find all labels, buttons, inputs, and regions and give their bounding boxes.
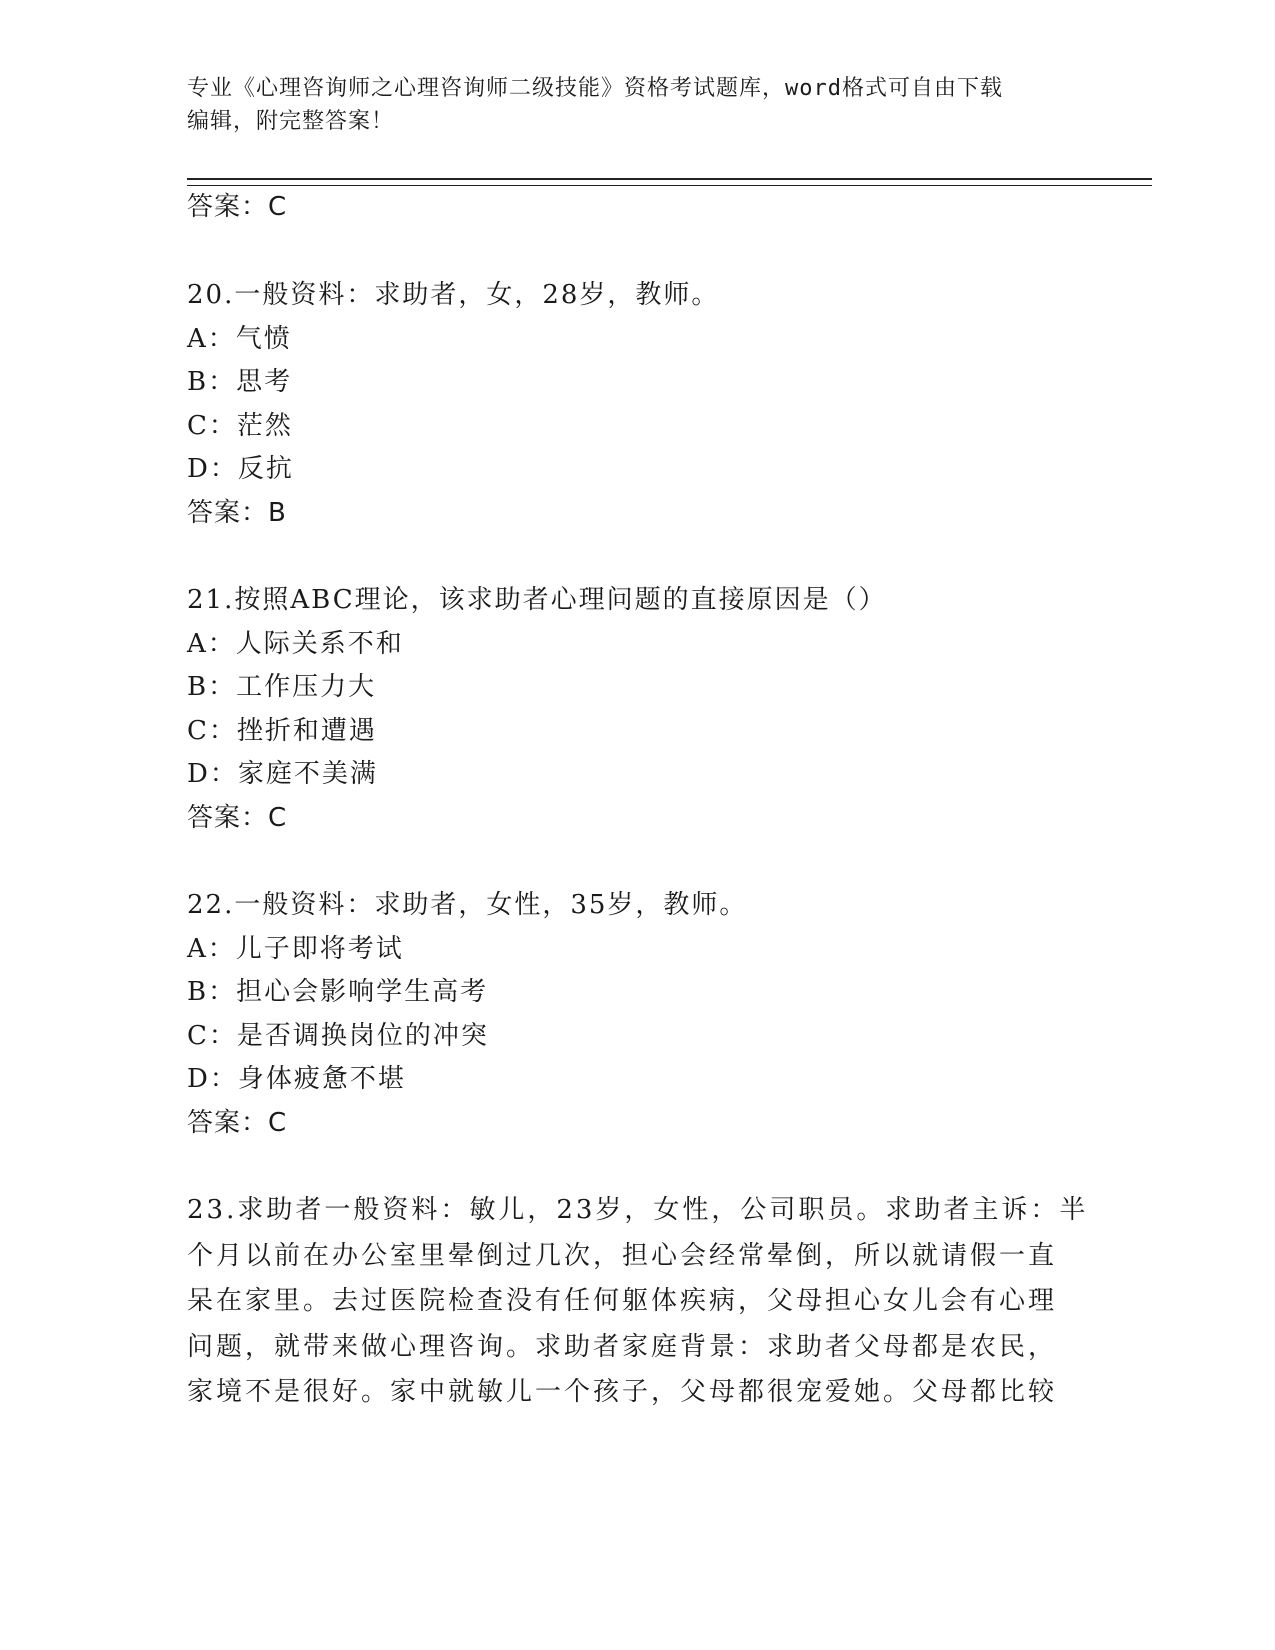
question-23-line: 问题，就带来做心理咨询。求助者家庭背景：求助者父母都是农民， [187, 1331, 1058, 1362]
question-20-stem: 20.一般资料：求助者，女，28岁，教师。 [187, 280, 720, 310]
question-20-option-b: B：思考 [187, 367, 293, 397]
document-header [187, 72, 1067, 138]
question-23-line: 23.求助者一般资料：敏儿，23岁，女性，公司职员。求助者主诉：半 [187, 1195, 1089, 1225]
question-20-option-a: A：气愤 [187, 324, 292, 354]
question-22-option-d: D：身体疲惫不堪 [187, 1064, 406, 1094]
question-23-line: 呆在家里。去过医院检查没有任何躯体疾病，父母担心女儿会有心理 [187, 1286, 1058, 1316]
question-22-answer: 答案：C [187, 1108, 288, 1138]
question-22-option-c: C：是否调换岗位的冲突 [187, 1021, 489, 1051]
question-22-option-b: B：担心会影响学生高考 [187, 977, 489, 1007]
question-21-option-b: B：工作压力大 [187, 672, 377, 702]
question-21-stem: 21.按照ABC理论，该求助者心理问题的直接原因是（） [187, 585, 887, 615]
question-21-option-c: C：挫折和遭遇 [187, 716, 377, 746]
header-line-1: 专业《心理咨询师之心理咨询师二级技能》资格考试题库，word格式可自由下载 [187, 76, 1003, 101]
question-20-option-d: D：反抗 [187, 454, 294, 484]
question-23-line: 家境不是很好。家中就敏儿一个孩子，父母都很宠爱她。父母都比较 [187, 1377, 1058, 1407]
question-20-answer: 答案：B [187, 498, 287, 528]
header-divider [187, 178, 1152, 186]
question-20-option-c: C：茫然 [187, 411, 293, 441]
question-21-option-a: A：人际关系不和 [187, 629, 404, 659]
question-21-option-d: D：家庭不美满 [187, 759, 378, 789]
question-23-stem [187, 1188, 1087, 1416]
header-line-2: 编辑，附完整答案！ [187, 109, 395, 134]
question-22-stem: 22.一般资料：求助者，女性，35岁，教师。 [187, 890, 748, 920]
answer-line: 答案：C [187, 192, 288, 222]
question-21-answer: 答案：C [187, 803, 288, 833]
question-22-option-a: A：儿子即将考试 [187, 934, 404, 964]
question-23-line: 个月以前在办公室里晕倒过几次，担心会经常晕倒，所以就请假一直 [187, 1240, 1058, 1271]
